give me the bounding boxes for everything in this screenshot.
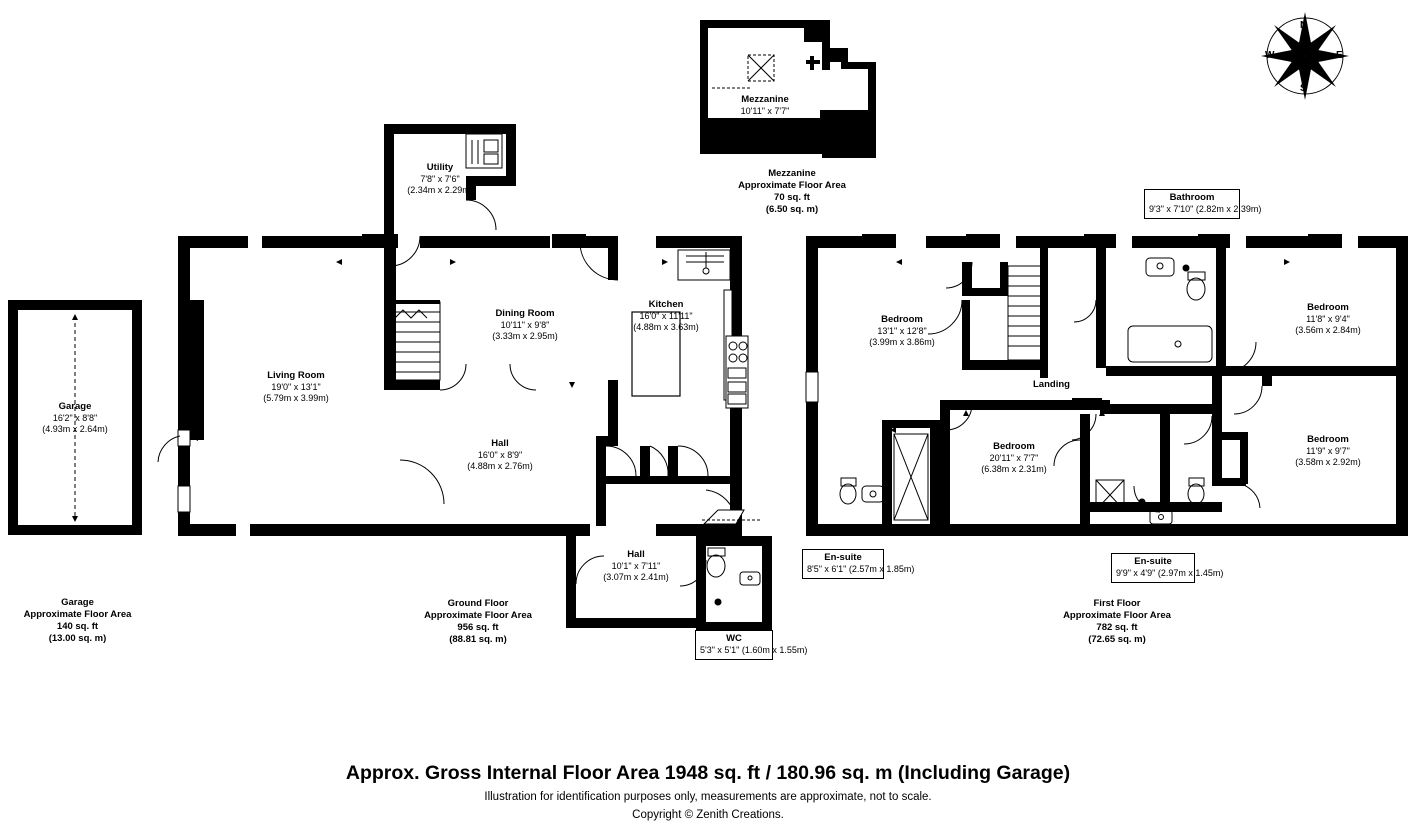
room-dimensions-ft: 16'2" x 8'8" xyxy=(52,412,98,423)
room-dimensions-ft: 16'0" x 11'11" xyxy=(639,310,693,321)
room-dimensions-ft: 19'0" x 13'1" xyxy=(271,381,321,392)
area-caption-line-2: Approximate Floor Area xyxy=(738,180,846,191)
room-name: Bathroom xyxy=(1169,192,1215,203)
room-label-landing: Landing xyxy=(1033,379,1070,390)
room-dimensions-m: (3.33m x 2.31m) xyxy=(732,117,798,127)
room-name: Bedroom xyxy=(1307,302,1349,313)
room-name: Mezzanine xyxy=(741,94,789,105)
room-label-ensuite-1 xyxy=(802,549,915,579)
room-dimensions-m: (2.97m x 1.45m) xyxy=(1157,567,1224,578)
room-name: Garage xyxy=(58,401,92,412)
room-dimensions-ft: 5'3" x 5'1" xyxy=(700,644,740,655)
area-caption-first-floor xyxy=(1032,598,1202,646)
room-name: Dining Room xyxy=(495,308,555,319)
room-dimensions-ft: 10'11" x 7'7" xyxy=(740,105,790,116)
area-caption-line-1: Mezzanine xyxy=(768,168,816,179)
area-caption-line-2: Approximate Floor Area xyxy=(23,609,132,620)
room-label-bedroom-1 xyxy=(844,314,960,349)
room-label-wc xyxy=(695,630,808,660)
room-dimensions-ft: 13'1" x 12'8" xyxy=(877,325,927,336)
room-label-hall-lower xyxy=(566,549,706,584)
room-dimensions-m: (3.99m x 3.86m) xyxy=(869,337,935,347)
room-dimensions-ft: 9'3" x 7'10" xyxy=(1149,203,1194,214)
room-dimensions-ft: 16'0" x 8'9" xyxy=(477,449,523,460)
room-name: Utility xyxy=(426,162,454,173)
gross-internal-area-title: Approx. Gross Internal Floor Area 1948 sq. ft / 180.96 sq. m (Including Garage) xyxy=(345,762,1071,784)
area-caption-ground-floor xyxy=(398,598,558,646)
area-caption-line-4: (72.65 sq. m) xyxy=(1088,634,1146,645)
room-dimensions-ft: 9'9" x 4'9" xyxy=(1116,567,1156,578)
room-dimensions-ft: 7'8" x 7'6" xyxy=(420,173,460,184)
room-dimensions-ft: 11'9" x 9'7" xyxy=(1306,445,1350,456)
area-caption-mezzanine xyxy=(692,168,892,216)
room-name: Living Room xyxy=(267,370,325,381)
room-label-garage xyxy=(20,401,130,436)
compass-south-label: S xyxy=(1300,83,1307,94)
room-label-bedroom-4 xyxy=(1270,434,1386,469)
room-dimensions-ft: 20'11" x 7'7" xyxy=(989,452,1039,463)
area-caption-line-3: 70 sq. ft xyxy=(774,192,810,203)
room-name: En-suite xyxy=(1134,556,1172,567)
area-caption-line-1: Ground Floor xyxy=(447,598,509,609)
room-name: Bedroom xyxy=(1307,434,1349,445)
area-caption-line-4: (6.50 sq. m) xyxy=(765,204,819,215)
room-label-dining-room xyxy=(447,308,603,343)
copyright-text: Copyright © Zenith Creations. xyxy=(632,809,784,821)
room-label-mezzanine xyxy=(710,94,820,129)
room-dimensions-ft: 11'8" x 9'4" xyxy=(1306,313,1350,324)
room-name: Bedroom xyxy=(881,314,923,325)
compass-west-label: W xyxy=(1265,50,1275,61)
area-caption-line-4: (13.00 sq. m) xyxy=(48,633,107,644)
room-label-utility xyxy=(381,162,499,197)
room-label-bathroom xyxy=(1144,189,1262,219)
room-label-living-room xyxy=(228,370,364,405)
room-name: Bedroom xyxy=(993,441,1035,452)
area-caption-line-4: (88.81 sq. m) xyxy=(449,634,507,645)
room-dimensions-ft: 8'5" x 6'1" xyxy=(807,563,847,574)
area-caption-line-1: First Floor xyxy=(1093,598,1141,609)
room-dimensions-m: (3.58m x 2.92m) xyxy=(1295,457,1361,467)
room-name: WC xyxy=(726,633,742,644)
compass-north-label: N xyxy=(1300,20,1308,31)
room-dimensions-m: (3.07m x 2.41m) xyxy=(603,572,669,582)
room-dimensions-m: (4.88m x 3.63m) xyxy=(633,322,699,332)
room-dimensions-ft: 10'11" x 9'8" xyxy=(500,319,550,330)
room-dimensions-m: (2.57m x 1.85m) xyxy=(848,563,915,574)
room-name: Hall xyxy=(491,438,509,449)
area-caption-line-2: Approximate Floor Area xyxy=(424,610,532,621)
room-label-kitchen xyxy=(600,299,732,334)
room-dimensions-m: (6.38m x 2.31m) xyxy=(981,464,1047,474)
room-dimensions-m: (4.93m x 2.64m) xyxy=(42,424,108,434)
compass-east-label: E xyxy=(1336,50,1343,61)
room-dimensions-m: (4.88m x 2.76m) xyxy=(467,461,533,471)
area-caption-line-2: Approximate Floor Area xyxy=(1063,610,1171,621)
area-caption-line-3: 140 sq. ft xyxy=(56,621,99,632)
room-label-bedroom-2 xyxy=(1270,302,1386,337)
room-name: En-suite xyxy=(824,552,862,563)
room-dimensions-m: (2.82m x 2.39m) xyxy=(1195,203,1262,214)
area-caption-line-1: Garage xyxy=(61,597,94,608)
room-name: Kitchen xyxy=(648,299,684,310)
room-dimensions-m: (5.79m x 3.99m) xyxy=(263,393,329,403)
room-label-ensuite-2 xyxy=(1111,553,1224,583)
room-name: Hall xyxy=(627,549,645,560)
area-caption-garage xyxy=(0,597,155,645)
room-label-hall-ground xyxy=(430,438,570,473)
room-dimensions-ft: 10'1" x 7'11" xyxy=(611,560,661,571)
room-dimensions-m: (3.33m x 2.95m) xyxy=(492,331,558,341)
room-dimensions-m: (2.34m x 2.29m) xyxy=(407,185,473,195)
room-label-bedroom-3 xyxy=(952,441,1076,476)
disclaimer-text: Illustration for identification purposes only, measurements are approximate, not to scale. xyxy=(484,791,932,803)
area-caption-line-3: 782 sq. ft xyxy=(1096,622,1138,633)
area-caption-line-3: 956 sq. ft xyxy=(457,622,499,633)
room-dimensions-m: (1.60m x 1.55m) xyxy=(741,644,808,655)
room-dimensions-m: (3.56m x 2.84m) xyxy=(1295,325,1361,335)
